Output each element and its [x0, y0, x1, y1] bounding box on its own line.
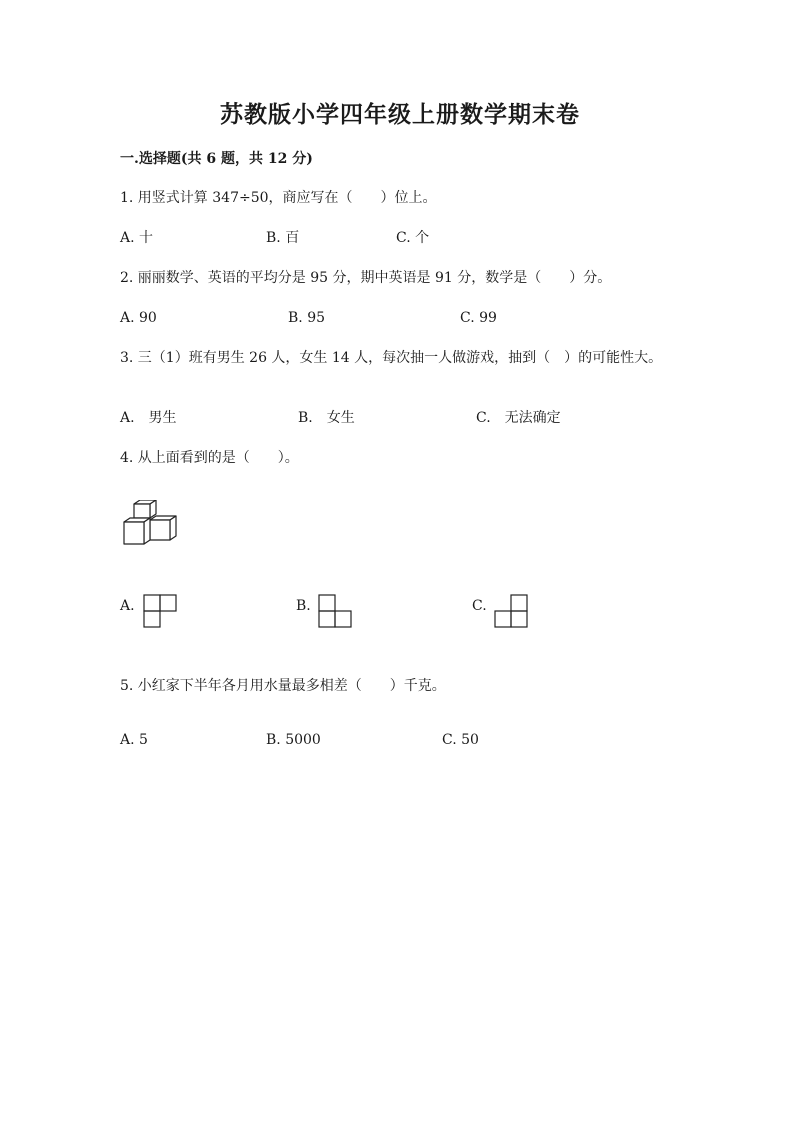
question-1-option-b: B. 百: [266, 230, 300, 246]
question-1-option-a: A. 十: [120, 230, 154, 246]
question-4-option-b: B.: [296, 598, 311, 614]
question-3-text: 3. 三（1）班有男生 26 人，女生 14 人，每次抽一人做游戏，抽到（ ）的可能性大。: [120, 350, 663, 366]
option-a-top-view-icon: [143, 594, 177, 628]
option-b-top-view-icon: [318, 594, 352, 628]
exam-title: 苏教版小学四年级上册数学期末卷: [220, 101, 580, 128]
option-c-top-view-icon: [494, 594, 528, 628]
cube-stack-figure: [120, 500, 182, 548]
question-2-text: 2. 丽丽数学、英语的平均分是 95 分，期中英语是 91 分，数学是（ ）分。: [120, 270, 612, 286]
question-5-text: 5. 小红家下半年各月用水量最多相差（ ）千克。: [120, 678, 446, 694]
question-3-option-a: A. 男生: [120, 410, 177, 426]
question-2-option-c: C. 99: [460, 310, 497, 326]
question-4-option-a: A.: [120, 598, 135, 614]
question-1-text: 1. 用竖式计算 347÷50，商应写在（ ）位上。: [120, 190, 437, 206]
question-4-text: 4. 从上面看到的是（ ）。: [120, 450, 299, 466]
question-2-option-b: B. 95: [288, 310, 326, 326]
question-5-option-b: B. 5000: [266, 732, 321, 748]
section-heading: 一.选择题(共 6 题，共 12 分): [120, 151, 313, 167]
question-3-option-b: B. 女生: [298, 410, 355, 426]
question-4-option-c: C.: [472, 598, 487, 614]
question-5-option-a: A. 5: [120, 732, 148, 748]
question-5-option-c: C. 50: [442, 732, 479, 748]
question-2-option-a: A. 90: [120, 310, 157, 326]
question-3-option-c: C. 无法确定: [476, 410, 561, 426]
question-1-option-c: C. 个: [396, 230, 430, 246]
